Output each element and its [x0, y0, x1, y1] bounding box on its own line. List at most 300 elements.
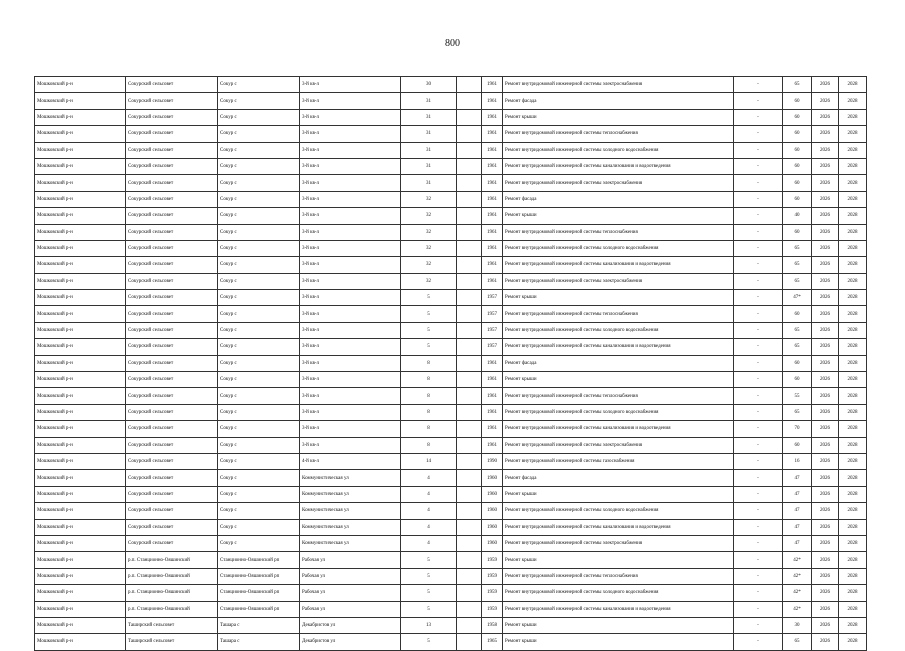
cell-col-dash: - [734, 339, 783, 355]
cell-year-built: 1960 [482, 519, 503, 535]
cell-term-value: 60 [783, 372, 812, 388]
cell-end-year: 2028 [839, 158, 867, 174]
cell-building [457, 208, 482, 224]
cell-start-year: 2026 [812, 601, 839, 617]
cell-work-type: Ремонт крыши [503, 290, 734, 306]
cell-building [457, 519, 482, 535]
cell-street: 3-й кв-л [300, 273, 401, 289]
cell-locality: Станционно-Ояшинский рп [218, 601, 300, 617]
cell-district: Мошковский р-н [35, 208, 126, 224]
cell-col-dash: - [734, 601, 783, 617]
cell-house-number: 5 [401, 290, 457, 306]
cell-year-built: 1961 [482, 158, 503, 174]
cell-year-built: 1961 [482, 404, 503, 420]
cell-building [457, 306, 482, 322]
cell-col-dash: - [734, 552, 783, 568]
cell-settlement: Таширский сельсовет [126, 634, 218, 650]
cell-district: Мошковский р-н [35, 404, 126, 420]
cell-house-number: 8 [401, 404, 457, 420]
cell-locality: Сокур с [218, 355, 300, 371]
table-row [35, 306, 867, 322]
cell-end-year: 2028 [839, 77, 867, 93]
cell-start-year: 2026 [812, 585, 839, 601]
cell-street: 3-й кв-л [300, 208, 401, 224]
cell-col-dash: - [734, 273, 783, 289]
cell-work-type: Ремонт внутридомовой инженерной системы канализования и водоотведения [503, 339, 734, 355]
cell-end-year: 2028 [839, 208, 867, 224]
cell-locality: Станционно-Ояшинский рп [218, 568, 300, 584]
cell-work-type: Ремонт крыши [503, 109, 734, 125]
cell-street: 3-й кв-л [300, 142, 401, 158]
cell-settlement: р.п. Станционно-Ояшинский [126, 568, 218, 584]
cell-house-number: 4 [401, 486, 457, 502]
cell-building [457, 126, 482, 142]
cell-col-dash: - [734, 93, 783, 109]
cell-locality: Сокур с [218, 273, 300, 289]
cell-street: 3-й кв-л [300, 421, 401, 437]
cell-work-type: Ремонт внутридомовой инженерной системы канализования и водоотведения [503, 158, 734, 174]
cell-work-type: Ремонт крыши [503, 617, 734, 633]
cell-start-year: 2026 [812, 257, 839, 273]
cell-building [457, 93, 482, 109]
cell-end-year: 2028 [839, 355, 867, 371]
cell-building [457, 486, 482, 502]
cell-end-year: 2028 [839, 191, 867, 207]
cell-district: Мошковский р-н [35, 126, 126, 142]
cell-year-built: 1960 [482, 503, 503, 519]
cell-term-value: 42* [783, 585, 812, 601]
cell-house-number: 14 [401, 453, 457, 469]
cell-settlement: Сокурский сельсовет [126, 322, 218, 338]
cell-start-year: 2026 [812, 404, 839, 420]
cell-district: Мошковский р-н [35, 470, 126, 486]
cell-end-year: 2028 [839, 634, 867, 650]
cell-year-built: 1961 [482, 421, 503, 437]
cell-work-type: Ремонт внутридомовой инженерной системы холодного водоснабжения [503, 585, 734, 601]
cell-end-year: 2028 [839, 290, 867, 306]
cell-street: Коммунистическая ул [300, 486, 401, 502]
cell-work-type: Ремонт фасада [503, 191, 734, 207]
cell-work-type: Ремонт внутридомовой инженерной системы электроснабжения [503, 175, 734, 191]
cell-end-year: 2028 [839, 437, 867, 453]
cell-col-dash: - [734, 126, 783, 142]
cell-start-year: 2026 [812, 290, 839, 306]
cell-col-dash: - [734, 77, 783, 93]
cell-district: Мошковский р-н [35, 519, 126, 535]
cell-work-type: Ремонт внутридомовой инженерной системы электроснабжения [503, 437, 734, 453]
cell-end-year: 2028 [839, 404, 867, 420]
cell-settlement: р.п. Станционно-Ояшинский [126, 601, 218, 617]
cell-start-year: 2026 [812, 109, 839, 125]
cell-house-number: 31 [401, 93, 457, 109]
cell-district: Мошковский р-н [35, 93, 126, 109]
cell-year-built: 1957 [482, 306, 503, 322]
cell-locality: Сокур с [218, 437, 300, 453]
cell-year-built: 1959 [482, 568, 503, 584]
cell-end-year: 2028 [839, 470, 867, 486]
cell-term-value: 47 [783, 503, 812, 519]
cell-locality: Сокур с [218, 339, 300, 355]
cell-start-year: 2026 [812, 568, 839, 584]
cell-start-year: 2026 [812, 617, 839, 633]
cell-house-number: 4 [401, 519, 457, 535]
cell-term-value: 47 [783, 470, 812, 486]
cell-house-number: 32 [401, 191, 457, 207]
cell-col-dash: - [734, 191, 783, 207]
cell-col-dash: - [734, 617, 783, 633]
cell-col-dash: - [734, 470, 783, 486]
cell-settlement: Таширский сельсовет [126, 617, 218, 633]
cell-term-value: 42* [783, 601, 812, 617]
cell-term-value: 30 [783, 617, 812, 633]
table-row [35, 273, 867, 289]
table-row [35, 208, 867, 224]
cell-settlement: Сокурский сельсовет [126, 306, 218, 322]
cell-district: Мошковский р-н [35, 339, 126, 355]
cell-house-number: 5 [401, 601, 457, 617]
cell-year-built: 1957 [482, 339, 503, 355]
cell-district: Мошковский р-н [35, 257, 126, 273]
cell-street: 3-й кв-л [300, 126, 401, 142]
cell-district: Мошковский р-н [35, 175, 126, 191]
cell-district: Мошковский р-н [35, 486, 126, 502]
cell-term-value: 65 [783, 322, 812, 338]
cell-term-value: 65 [783, 257, 812, 273]
cell-street: 3-й кв-л [300, 109, 401, 125]
cell-house-number: 32 [401, 273, 457, 289]
cell-district: Мошковский р-н [35, 224, 126, 240]
cell-work-type: Ремонт внутридомовой инженерной системы теплоснабжения [503, 224, 734, 240]
cell-building [457, 437, 482, 453]
cell-street: 3-й кв-л [300, 339, 401, 355]
cell-term-value: 40 [783, 208, 812, 224]
cell-start-year: 2026 [812, 388, 839, 404]
cell-end-year: 2028 [839, 519, 867, 535]
cell-work-type: Ремонт внутридомовой инженерной системы холодного водоснабжения [503, 142, 734, 158]
cell-district: Мошковский р-н [35, 306, 126, 322]
cell-term-value: 47 [783, 519, 812, 535]
cell-year-built: 1960 [482, 535, 503, 551]
cell-house-number: 8 [401, 372, 457, 388]
cell-work-type: Ремонт фасада [503, 470, 734, 486]
cell-building [457, 158, 482, 174]
cell-start-year: 2026 [812, 519, 839, 535]
cell-start-year: 2026 [812, 126, 839, 142]
cell-year-built: 1961 [482, 126, 503, 142]
cell-work-type: Ремонт крыши [503, 486, 734, 502]
cell-end-year: 2028 [839, 421, 867, 437]
cell-end-year: 2028 [839, 568, 867, 584]
cell-house-number: 32 [401, 240, 457, 256]
cell-term-value: 60 [783, 109, 812, 125]
cell-year-built: 1990 [482, 453, 503, 469]
cell-work-type: Ремонт крыши [503, 372, 734, 388]
cell-year-built: 1959 [482, 601, 503, 617]
cell-settlement: р.п. Станционно-Ояшинский [126, 585, 218, 601]
cell-building [457, 503, 482, 519]
cell-settlement: р.п. Станционно-Ояшинский [126, 552, 218, 568]
cell-end-year: 2028 [839, 240, 867, 256]
cell-settlement: Сокурский сельсовет [126, 437, 218, 453]
cell-start-year: 2026 [812, 224, 839, 240]
cell-end-year: 2028 [839, 552, 867, 568]
cell-locality: Сокур с [218, 93, 300, 109]
cell-district: Мошковский р-н [35, 290, 126, 306]
cell-col-dash: - [734, 158, 783, 174]
cell-start-year: 2026 [812, 208, 839, 224]
cell-building [457, 388, 482, 404]
cell-house-number: 4 [401, 503, 457, 519]
cell-col-dash: - [734, 175, 783, 191]
cell-house-number: 31 [401, 175, 457, 191]
cell-street: 3-й кв-л [300, 257, 401, 273]
cell-locality: Сокур с [218, 306, 300, 322]
cell-work-type: Ремонт внутридомовой инженерной системы канализования и водоотведения [503, 519, 734, 535]
cell-term-value: 42* [783, 552, 812, 568]
cell-street: 3-й кв-л [300, 93, 401, 109]
cell-start-year: 2026 [812, 93, 839, 109]
cell-end-year: 2028 [839, 617, 867, 633]
cell-year-built: 1960 [482, 470, 503, 486]
cell-term-value: 65 [783, 404, 812, 420]
cell-building [457, 568, 482, 584]
cell-locality: Сокур с [218, 503, 300, 519]
cell-year-built: 1961 [482, 240, 503, 256]
cell-district: Мошковский р-н [35, 388, 126, 404]
cell-street: 3-й кв-л [300, 437, 401, 453]
table-row [35, 437, 867, 453]
cell-end-year: 2028 [839, 601, 867, 617]
cell-street: Декабристов ул [300, 617, 401, 633]
cell-locality: Сокур с [218, 519, 300, 535]
cell-locality: Сокур с [218, 224, 300, 240]
cell-building [457, 372, 482, 388]
cell-building [457, 290, 482, 306]
table-row [35, 126, 867, 142]
cell-district: Мошковский р-н [35, 552, 126, 568]
cell-house-number: 31 [401, 126, 457, 142]
table-row [35, 486, 867, 502]
cell-district: Мошковский р-н [35, 601, 126, 617]
table-row [35, 585, 867, 601]
cell-start-year: 2026 [812, 470, 839, 486]
cell-col-dash: - [734, 634, 783, 650]
cell-term-value: 60 [783, 355, 812, 371]
cell-locality: Ташара с [218, 634, 300, 650]
cell-work-type: Ремонт внутридомовой инженерной системы электроснабжения [503, 535, 734, 551]
cell-col-dash: - [734, 421, 783, 437]
cell-settlement: Сокурский сельсовет [126, 93, 218, 109]
cell-district: Мошковский р-н [35, 453, 126, 469]
cell-start-year: 2026 [812, 535, 839, 551]
table-row [35, 388, 867, 404]
cell-settlement: Сокурский сельсовет [126, 355, 218, 371]
cell-work-type: Ремонт внутридомовой инженерной системы теплоснабжения [503, 306, 734, 322]
cell-street: Рабочая ул [300, 568, 401, 584]
cell-start-year: 2026 [812, 453, 839, 469]
cell-settlement: Сокурский сельсовет [126, 208, 218, 224]
cell-house-number: 5 [401, 339, 457, 355]
cell-end-year: 2028 [839, 93, 867, 109]
cell-work-type: Ремонт внутридомовой инженерной системы теплоснабжения [503, 388, 734, 404]
cell-building [457, 142, 482, 158]
cell-building [457, 404, 482, 420]
cell-col-dash: - [734, 257, 783, 273]
cell-term-value: 65 [783, 339, 812, 355]
cell-locality: Сокур с [218, 142, 300, 158]
cell-start-year: 2026 [812, 552, 839, 568]
cell-col-dash: - [734, 322, 783, 338]
cell-house-number: 8 [401, 421, 457, 437]
cell-locality: Сокур с [218, 208, 300, 224]
cell-start-year: 2026 [812, 355, 839, 371]
cell-end-year: 2028 [839, 339, 867, 355]
cell-work-type: Ремонт фасада [503, 355, 734, 371]
table-row [35, 158, 867, 174]
cell-settlement: Сокурский сельсовет [126, 535, 218, 551]
cell-street: 3-й кв-л [300, 372, 401, 388]
cell-district: Мошковский р-н [35, 77, 126, 93]
cell-start-year: 2026 [812, 339, 839, 355]
cell-col-dash: - [734, 585, 783, 601]
cell-term-value: 65 [783, 240, 812, 256]
cell-work-type: Ремонт внутридомовой инженерной системы канализования и водоотведения [503, 421, 734, 437]
cell-term-value: 65 [783, 273, 812, 289]
cell-house-number: 8 [401, 388, 457, 404]
cell-work-type: Ремонт внутридомовой инженерной системы холодного водоснабжения [503, 322, 734, 338]
cell-locality: Сокур с [218, 126, 300, 142]
table-row [35, 519, 867, 535]
cell-district: Мошковский р-н [35, 568, 126, 584]
cell-district: Мошковский р-н [35, 421, 126, 437]
cell-year-built: 1961 [482, 273, 503, 289]
table-row [35, 290, 867, 306]
cell-locality: Сокур с [218, 77, 300, 93]
cell-year-built: 1959 [482, 552, 503, 568]
cell-street: 3-й кв-л [300, 306, 401, 322]
cell-street: 3-й кв-л [300, 355, 401, 371]
cell-col-dash: - [734, 437, 783, 453]
cell-locality: Ташара с [218, 617, 300, 633]
cell-end-year: 2028 [839, 142, 867, 158]
cell-street: Декабристов ул [300, 634, 401, 650]
cell-building [457, 355, 482, 371]
table-row [35, 634, 867, 650]
cell-col-dash: - [734, 355, 783, 371]
cell-col-dash: - [734, 568, 783, 584]
cell-street: 3-й кв-л [300, 158, 401, 174]
cell-col-dash: - [734, 290, 783, 306]
cell-house-number: 5 [401, 322, 457, 338]
table-row [35, 240, 867, 256]
cell-settlement: Сокурский сельсовет [126, 339, 218, 355]
cell-term-value: 70 [783, 421, 812, 437]
cell-building [457, 175, 482, 191]
cell-year-built: 1961 [482, 175, 503, 191]
cell-house-number: 5 [401, 552, 457, 568]
cell-settlement: Сокурский сельсовет [126, 191, 218, 207]
cell-start-year: 2026 [812, 503, 839, 519]
cell-district: Мошковский р-н [35, 503, 126, 519]
cell-term-value: 47* [783, 290, 812, 306]
table-row [35, 355, 867, 371]
cell-district: Мошковский р-н [35, 322, 126, 338]
cell-locality: Сокур с [218, 470, 300, 486]
table-row [35, 568, 867, 584]
cell-house-number: 32 [401, 224, 457, 240]
page-number: 800 [445, 38, 460, 49]
cell-settlement: Сокурский сельсовет [126, 142, 218, 158]
cell-locality: Сокур с [218, 388, 300, 404]
cell-term-value: 60 [783, 175, 812, 191]
cell-work-type: Ремонт внутридомовой инженерной системы газоснабжения [503, 453, 734, 469]
cell-locality: Сокур с [218, 421, 300, 437]
cell-settlement: Сокурский сельсовет [126, 290, 218, 306]
cell-end-year: 2028 [839, 322, 867, 338]
cell-building [457, 257, 482, 273]
cell-work-type: Ремонт крыши [503, 552, 734, 568]
cell-district: Мошковский р-н [35, 535, 126, 551]
cell-district: Мошковский р-н [35, 437, 126, 453]
cell-locality: Сокур с [218, 257, 300, 273]
table-row [35, 372, 867, 388]
cell-building [457, 535, 482, 551]
cell-house-number: 5 [401, 585, 457, 601]
cell-settlement: Сокурский сельсовет [126, 77, 218, 93]
cell-term-value: 47 [783, 486, 812, 502]
cell-col-dash: - [734, 388, 783, 404]
cell-building [457, 240, 482, 256]
cell-end-year: 2028 [839, 486, 867, 502]
table-row [35, 191, 867, 207]
table-row [35, 617, 867, 633]
cell-house-number: 31 [401, 158, 457, 174]
cell-district: Мошковский р-н [35, 372, 126, 388]
cell-district: Мошковский р-н [35, 191, 126, 207]
cell-house-number: 30 [401, 77, 457, 93]
cell-building [457, 552, 482, 568]
cell-house-number: 13 [401, 617, 457, 633]
table-row [35, 339, 867, 355]
cell-building [457, 453, 482, 469]
cell-year-built: 1957 [482, 290, 503, 306]
cell-settlement: Сокурский сельсовет [126, 388, 218, 404]
cell-house-number: 4 [401, 470, 457, 486]
cell-work-type: Ремонт внутридомовой инженерной системы теплоснабжения [503, 568, 734, 584]
cell-street: 4-й кв-л [300, 453, 401, 469]
cell-term-value: 60 [783, 191, 812, 207]
cell-street: 3-й кв-л [300, 322, 401, 338]
cell-building [457, 191, 482, 207]
cell-col-dash: - [734, 240, 783, 256]
table-row [35, 93, 867, 109]
table-row [35, 224, 867, 240]
cell-end-year: 2028 [839, 585, 867, 601]
cell-building [457, 634, 482, 650]
cell-term-value: 60 [783, 126, 812, 142]
cell-year-built: 1957 [482, 322, 503, 338]
cell-year-built: 1961 [482, 191, 503, 207]
repair-schedule-table [34, 76, 867, 651]
table-row [35, 535, 867, 551]
cell-house-number: 5 [401, 568, 457, 584]
table-row [35, 453, 867, 469]
cell-settlement: Сокурский сельсовет [126, 240, 218, 256]
cell-work-type: Ремонт внутридомовой инженерной системы канализования и водоотведения [503, 601, 734, 617]
cell-end-year: 2028 [839, 306, 867, 322]
cell-locality: Станционно-Ояшинский рп [218, 552, 300, 568]
cell-start-year: 2026 [812, 191, 839, 207]
